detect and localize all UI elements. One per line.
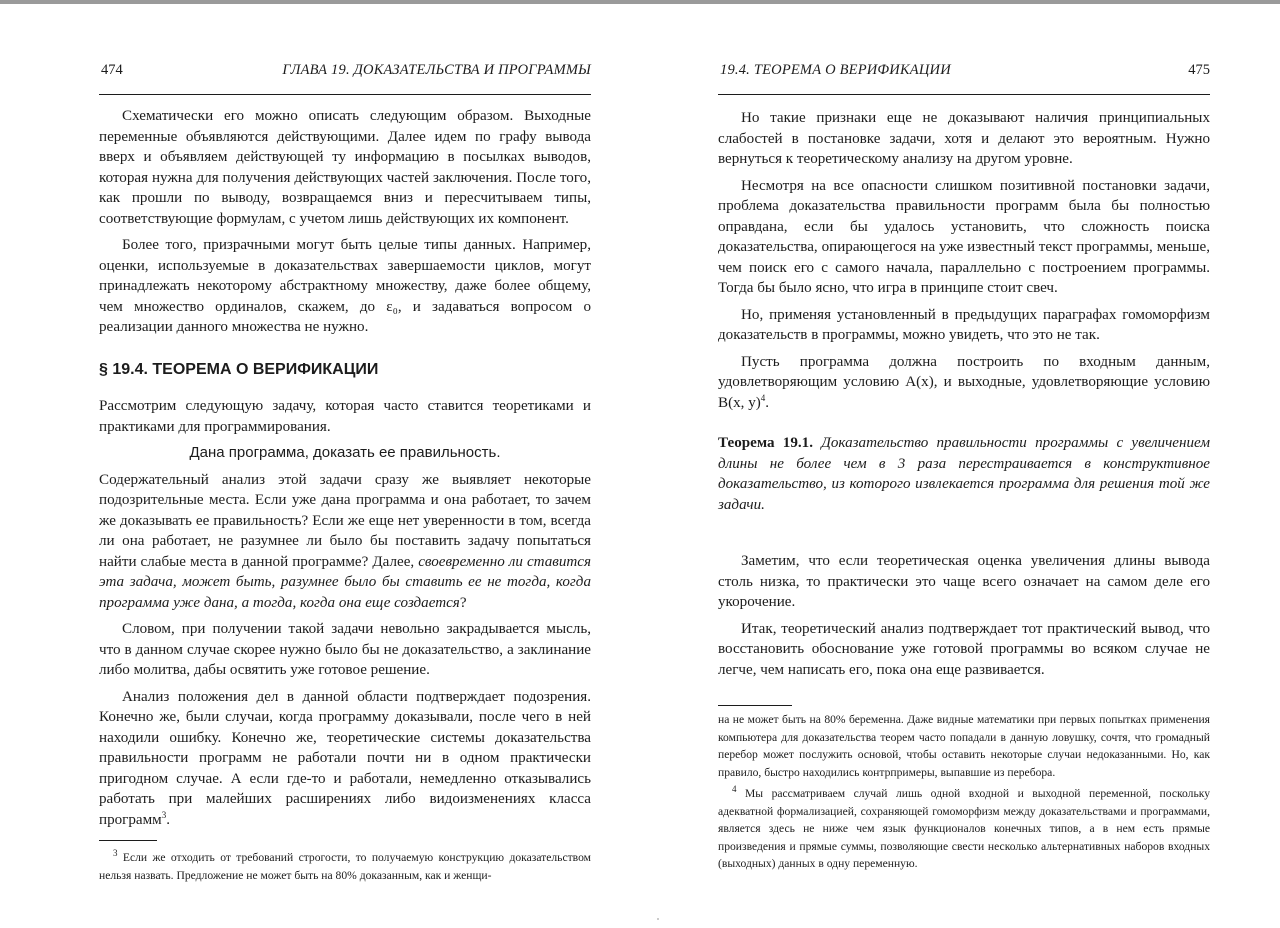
right-footnotes <box>718 711 1210 877</box>
footnote-reference[interactable]: 3 <box>161 809 167 820</box>
theorem-block <box>718 433 1210 515</box>
paragraph: Словом, при получении такой задачи невольно закрадывается мысль, что в данном случае скорее нужно было бы не доказательство, а заклинание либо молитва, дабы освятить уже готовое решение. <box>99 621 591 678</box>
footnote-continued: на не может быть на 80% беременна. Даже видные математики при первых попытках применения компьютера для доказательства теорем часто попадали в данную ловушку, сочтя, что громадный перебор может послужить основой, чтобы оставить некоторые случаи недоказанными. Но, как правило, быстро находились контрпримеры, выпавшие из перебора. <box>718 713 1210 779</box>
right-page-number: 475 <box>1188 62 1210 78</box>
paragraph-end: . <box>166 811 170 828</box>
paragraph: Заметим, что если теоретическая оценка увеличения длины вывода столь низка, то практически это чаще всего означает на самом деле его укорочение. <box>718 553 1210 610</box>
paragraph-text: Пусть программа должна построить по входным данным, удовлетворяющим условию A(x), и выходные, удовлетворяющие условию B(x, y) <box>718 353 1210 411</box>
footnote-mark: 3 <box>113 848 118 859</box>
paragraph-text: Анализ положения дел в данной области подтверждает подозрения. Конечно же, были случаи, когда программу доказывали, после чего в ней находили ошибку. Конечно же, теоретические системы доказательства правильности программ не работали почти ни в одном практически пригодном случае. А если где-то и работали, немедленно отказывались работать при малейших расширениях либо видоизменениях класса программ <box>99 688 591 828</box>
paragraph: Схематически его можно описать следующим образом. Выходные переменные объявляются действующими. Далее идем по графу вывода вверх и объявляем действующей ту информацию в посылках выводов, которая нужна для получения действующих частей заключения. После того, как прошли по выводу, возвращаемся вниз и пересчитываем типы, соответствующие формулам, с учетом лишь действующих их компонент. <box>99 108 591 227</box>
paragraph: Но, применяя установленный в предыдущих параграфах гомоморфизм доказательств в программы, можно увидеть, что это не так. <box>718 306 1210 343</box>
paragraph: Но такие признаки еще не доказывают наличия принципиальных слабостей в постановке задачи, хотя и делают это вероятным. Нужно вернуться к теоретическому анализу на другом уровне. <box>718 110 1210 167</box>
footnote-text: Мы рассматриваем случай лишь одной входной и выходной переменной, поскольку адекватной формализацией, сохраняющей гомоморфизм между доказательствами и программами, является здесь не ниже чем язык функционалов конечных типов, а в нем есть прямые произведения и прямые суммы, позволяющие свести несколько альтернативных наборов входных (выходных) данных в одну переменную. <box>718 787 1210 870</box>
right-body-text <box>718 108 1210 686</box>
right-header-rule <box>718 94 1210 95</box>
left-body-text <box>99 106 591 836</box>
footnote-mark: 4 <box>732 784 737 795</box>
paragraph: Более того, призрачными могут быть целые типы данных. Например, оценки, используемые в доказательствах завершаемости циклов, могут принадлежать некоторому абстрактному множеству, даже более общему, чем множество ординалов, скажем, до ε₀, и задаваться вопросом о реализации данного множества не нужно. <box>99 237 591 335</box>
paragraph: Итак, теоретический анализ подтверждает тот практический вывод, что восстановить обоснование уже готовой программы во всяком случае не легче, чем написать его, пока она еще развивается. <box>718 620 1210 678</box>
gutter-mark <box>657 918 659 920</box>
section-heading: § 19.4. ТЕОРЕМА О ВЕРИФИКАЦИИ <box>99 360 379 378</box>
right-footnote-rule <box>718 705 792 706</box>
section-intro: Рассмотрим следующую задачу, которая часто ставится теоретиками и практиками для программирования. <box>99 398 591 435</box>
left-page-number: 474 <box>101 62 123 78</box>
analysis-text: Содержательный анализ этой задачи сразу же выявляет некоторые подозрительные места. Если уже дана программа и она работает, то зачем же доказывать ее правильность? Если же еще нет уверенности в том, всегда ли она работает, не разумнее ли было бы поставить задачу попытаться найти слабые места в данной программе? Далее, <box>99 471 591 570</box>
right-section-title: 19.4. ТЕОРЕМА О ВЕРИФИКАЦИИ <box>720 62 951 78</box>
theorem-label: Теорема 19.1. <box>718 435 813 451</box>
paragraph: Несмотря на все опасности слишком позитивной постановки задачи, проблема доказательства правильности программ была бы полностью оправдана, если бы удалось установить, что сложность поиска доказательства, опирающегося на уже известный текст программы, меньше, чем поиск его с самого начала, параллельно с построением программы. Тогда бы было ясно, что игра в принципе стоит свеч. <box>718 177 1210 296</box>
analysis-italic-text: своевременно ли ставится эта задача, может быть, разумнее было бы ставить ее не тогда, когда программа уже дана, а тогда, когда она еще создается <box>99 553 592 611</box>
footnote-reference[interactable]: 4 <box>760 392 766 403</box>
paragraph <box>99 687 591 831</box>
right-page <box>640 0 1280 928</box>
left-footnote-rule <box>99 840 157 841</box>
footnote-text: Если же отходить от требований строгости, то получаемую конструкцию доказательством нельзя назвать. Предложение не может быть на 80% доказанным, как и женщи- <box>99 851 591 882</box>
theorem-statement: Доказательство правильности программы с увеличением длины не более чем в 3 раза перестраивается в конструктивное доказательство, из которого извлекается программа для решения той же задачи. <box>718 435 1210 513</box>
paragraph-end: . <box>765 394 770 411</box>
left-chapter-title: ГЛАВА 19. ДОКАЗАТЕЛЬСТВА И ПРОГРАММЫ <box>282 62 591 78</box>
footnote-3 <box>99 849 591 884</box>
left-footnote <box>99 849 591 888</box>
analysis-paragraph <box>99 470 591 614</box>
footnote-4 <box>718 785 1210 873</box>
left-header-rule <box>99 94 591 95</box>
analysis-end: ? <box>459 594 467 611</box>
task-statement: Дана программа, доказать ее правильность. <box>189 444 501 461</box>
paragraph <box>718 352 1210 414</box>
